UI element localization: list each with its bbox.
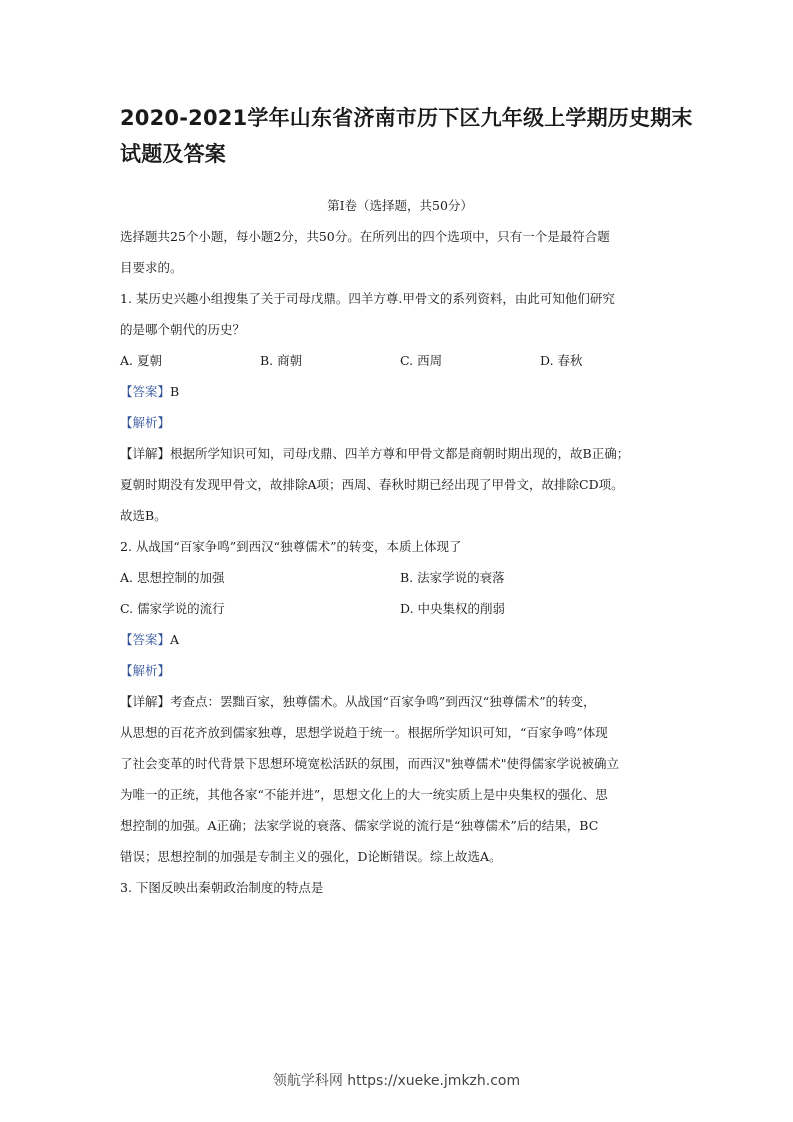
q1-detail-line-2: 夏朝时期没有发现甲骨文，故排除A项；西周、春秋时期已经出现了甲骨文，故排除CD项。 — [120, 477, 624, 492]
q2-option-a: A. 思想控制的加强 — [120, 570, 225, 585]
q2-stem: 2. 从战国“百家争鸣”到西汉“独尊儒术”的转变，本质上体现了 — [120, 539, 462, 554]
q1-detail-line-3: 故选B。 — [120, 508, 167, 523]
q2-detail-line-5: 想控制的加强。A正确；法家学说的衰落、儒家学说的流行是“独尊儒术”后的结果，BC — [120, 818, 599, 833]
document-title — [120, 100, 693, 172]
q2-detail-line-3: 了社会变革的时代背景下思想环境宽松活跃的氛围，而西汉"独尊儒术"使得儒家学说被确立 — [120, 756, 620, 771]
q1-answer-value: B — [170, 384, 180, 399]
q2-answer-value: A — [170, 632, 180, 647]
page-footer: 领航学科网 https://xueke.jmkzh.com — [272, 1073, 521, 1089]
title-line-1: 2020-2021学年山东省济南市历下区九年级上学期历史期末 — [120, 106, 693, 130]
q1-option-b: B. 商朝 — [260, 353, 303, 368]
q2-options-row-2 — [120, 593, 680, 624]
q2-option-b: B. 法家学说的衰落 — [400, 570, 505, 585]
q2-detail-line-1 — [120, 686, 680, 717]
q1-stem-line-2: 的是哪个朝代的历史？ — [120, 322, 246, 337]
title-line-2: 试题及答案 — [120, 142, 226, 166]
q2-option-c: C. 儒家学说的流行 — [120, 601, 225, 616]
q1-detail-text-1: 根据所学知识可知，司母戊鼎、四羊方尊和甲骨文都是商朝时期出现的，故B正确； — [170, 446, 630, 461]
q2-detail-line-2: 从思想的百花齐放到儒家独尊，思想学说趋于统一。根据所学知识可知，“百家争鸣”体现 — [120, 725, 608, 740]
q1-analysis — [120, 407, 680, 438]
q2-detail-tag: 【详解】 — [120, 694, 171, 709]
q2-answer-tag: 【答案】 — [120, 632, 171, 647]
question-3 — [120, 872, 680, 903]
intro-line-2: 目要求的。 — [120, 260, 183, 275]
document-page — [120, 100, 693, 903]
q1-detail-line-1 — [120, 438, 680, 469]
section-heading: 第Ⅰ卷（选择题，共50分） — [327, 198, 473, 213]
q1-option-a: A. 夏朝 — [120, 353, 162, 368]
q1-options — [120, 345, 680, 376]
q1-option-c: C. 西周 — [400, 353, 443, 368]
q2-answer — [120, 624, 680, 655]
q1-stem-line-1: 1. 某历史兴趣小组搜集了关于司母戊鼎。四羊方尊.甲骨文的系列资料，由此可知他们研究 — [120, 291, 615, 306]
question-2 — [120, 531, 680, 872]
q1-analysis-tag: 【解析】 — [120, 415, 171, 430]
q1-answer-tag: 【答案】 — [120, 384, 171, 399]
q1-answer — [120, 376, 680, 407]
q2-detail-line-6: 错误；思想控制的加强是专制主义的强化，D论断错误。综上故选A。 — [120, 849, 502, 864]
q2-option-d: D. 中央集权的削弱 — [400, 601, 506, 616]
q2-detail-line-4: 为唯一的正统，其他各家“不能并进”，思想文化上的大一统实质上是中央集权的强化、思 — [120, 787, 608, 802]
intro-line-1: 选择题共25个小题，每小题2分，共50分。在所列出的四个选项中，只有一个是最符合题 — [120, 229, 610, 244]
question-1 — [120, 283, 680, 531]
q2-analysis — [120, 655, 680, 686]
q1-option-d: D. 春秋 — [540, 353, 583, 368]
q3-stem: 3. 下图反映出秦朝政治制度的特点是 — [120, 880, 324, 895]
q2-analysis-tag: 【解析】 — [120, 663, 171, 678]
q2-detail-text-1: 考查点：罢黜百家，独尊儒术。从战国“百家争鸣”到西汉“独尊儒术”的转变， — [170, 694, 596, 709]
q2-options-row-1 — [120, 562, 680, 593]
q1-detail-tag: 【详解】 — [120, 446, 171, 461]
